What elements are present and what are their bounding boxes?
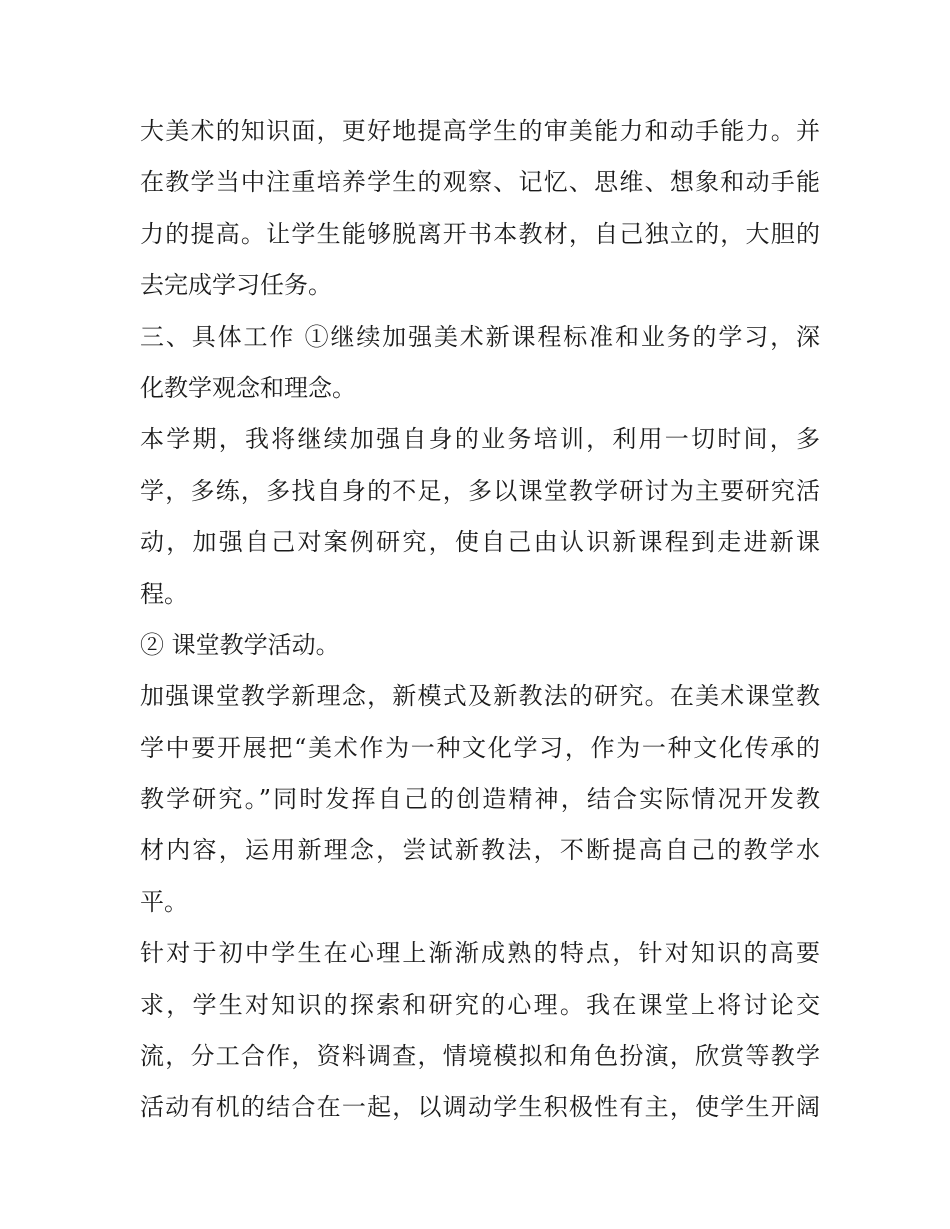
text-line: 活动有机的结合在一起，以调动学生积极性有主，使学生开阔: [140, 1093, 820, 1122]
text-line: ② 课堂教学活动。: [140, 630, 340, 659]
text-line: 平。: [140, 887, 188, 916]
text-line: 本学期，我将继续加强自身的业务培训，利用一切时间，多: [140, 425, 820, 454]
text-line: 在教学当中注重培养学生的观察、记忆、思维、想象和动手能: [140, 168, 820, 197]
text-line: 化教学观念和理念。: [140, 373, 356, 402]
text-line: 程。: [140, 579, 188, 608]
text-line: 力的提高。让学生能够脱离开书本教材，自己独立的，大胆的: [140, 219, 820, 248]
text-line: 三、具体工作 ①继续加强美术新课程标准和业务的学习，深: [140, 322, 820, 351]
text-line: 教学研究。”同时发挥自己的创造精神，结合实际情况开发教: [140, 785, 820, 814]
text-line: 加强课堂教学新理念，新模式及新教法的研究。在美术课堂教: [140, 682, 820, 711]
text-line: 求，学生对知识的探索和研究的心理。我在课堂上将讨论交: [140, 990, 820, 1019]
text-line: 学中要开展把“美术作为一种文化学习，作为一种文化传承的: [140, 733, 820, 762]
text-line: 大美术的知识面，更好地提高学生的审美能力和动手能力。并: [140, 117, 820, 145]
text-line: 去完成学习任务。: [140, 271, 332, 300]
body-text: [140, 106, 820, 1134]
text-line: 流，分工合作，资料调查，情境模拟和角色扮演，欣赏等教学: [140, 1042, 820, 1071]
text-line: 针对于初中学生在心理上渐渐成熟的特点，针对知识的高要: [140, 939, 820, 968]
text-line: 动，加强自己对案例研究，使自己由认识新课程到走进新课: [140, 528, 820, 557]
text-line: 学，多练，多找自身的不足，多以课堂教学研讨为主要研究活: [140, 476, 820, 505]
text-line: 材内容，运用新理念，尝试新教法，不断提高自己的教学水: [140, 836, 820, 865]
